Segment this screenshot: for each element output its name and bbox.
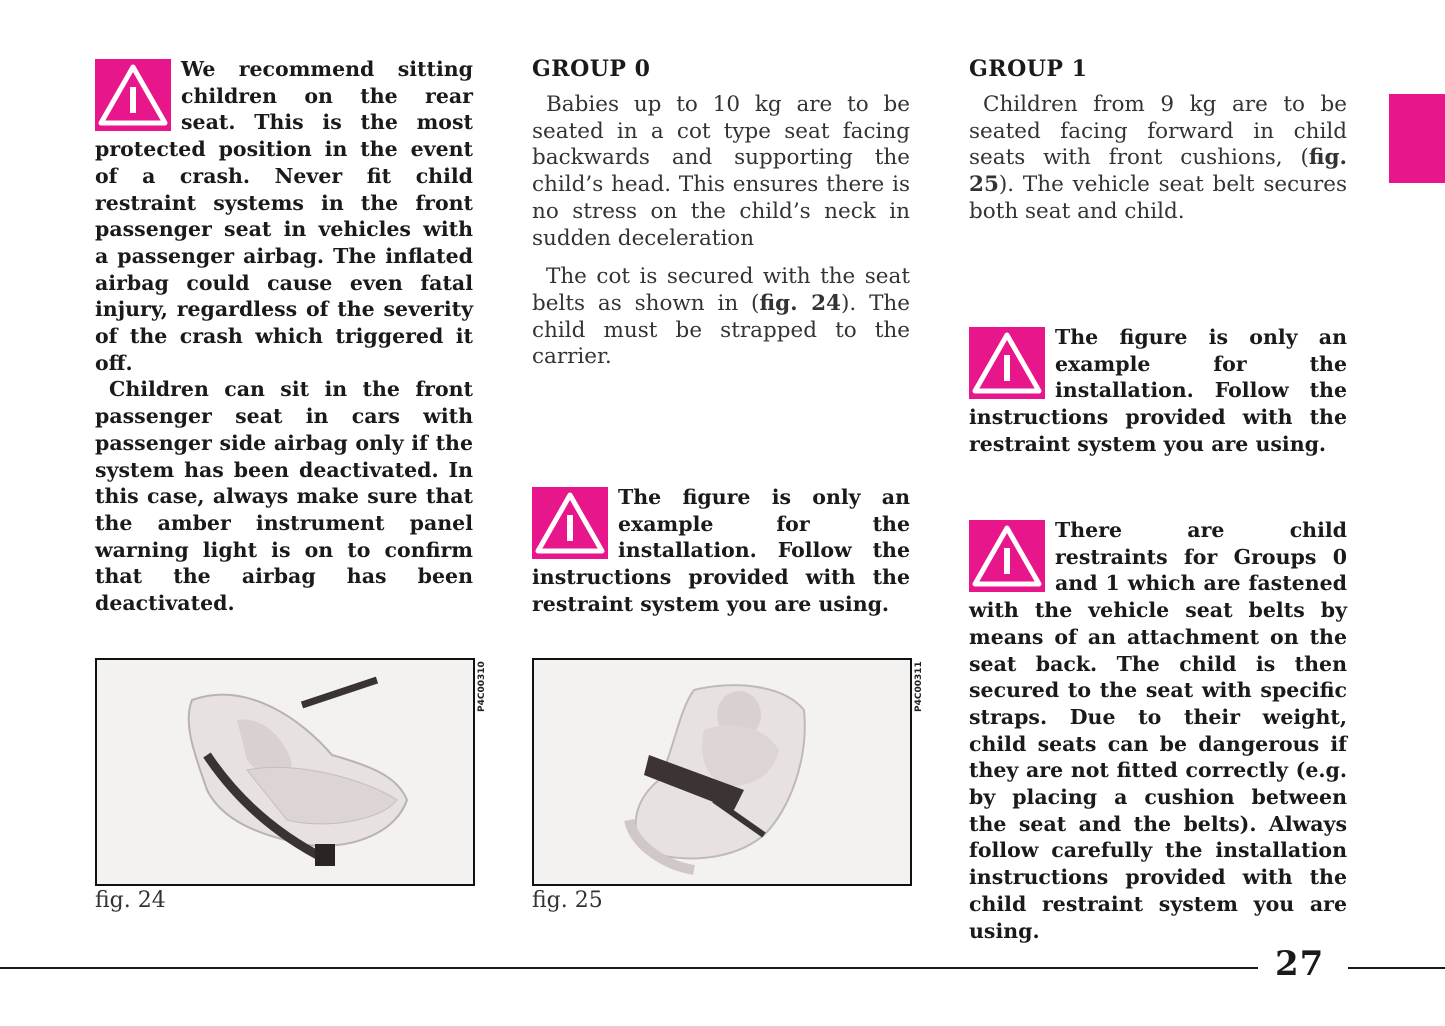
footer-rule-left	[0, 967, 1258, 969]
child-seat-illustration	[534, 660, 910, 884]
figure-24-caption: fig. 24	[95, 888, 166, 913]
warning-triangle-icon	[532, 487, 608, 559]
warning-block-rear-seat	[95, 56, 473, 376]
figure-24-cot-seat	[95, 658, 475, 886]
group-0-paragraph-1: Babies up to 10 kg are to be seated in a cot type seat facing backwards and supporting the child’s head. This ensures there is no stress on the child’s neck in sudden deceleration	[532, 92, 910, 251]
group-0-heading: GROUP 0	[532, 56, 651, 82]
fig-24-reference: fig. 24	[759, 290, 842, 316]
warning-text-rear-seat: We recommend sitting children on the rear seat. This is the most protected position in the event of a crash. Never fit child restraint systems in the front passenger seat in vehicles with a passenger airbag. The inflated airbag could cause even fatal injury, regardless of the severity of the crash which triggered it off.	[95, 57, 473, 375]
warning-block-group-1-figure	[969, 324, 1347, 458]
figure-25-caption: fig. 25	[532, 888, 603, 913]
cot-seat-illustration	[97, 660, 473, 884]
warning-triangle-icon	[969, 520, 1045, 592]
footer-rule-right	[1348, 967, 1445, 969]
column-2	[532, 56, 910, 371]
warning-triangle-icon	[95, 59, 171, 131]
figure-24-code: P4C00310	[477, 661, 487, 712]
front-seat-airbag-paragraph: Children can sit in the front passenger seat in cars with passenger side airbag only if the system has been deactivated. In this case, always make sure that the amber instrument panel warning light is on to confirm that the airbag has been deactivated.	[95, 377, 473, 616]
warning-text-group-0: The figure is only an example for the installation. Follow the instructions provided with the restraint system you are using.	[532, 485, 910, 616]
figure-25-child-seat	[532, 658, 912, 886]
column-1	[95, 56, 473, 617]
column-3	[969, 56, 1347, 226]
warning-block-group-0	[532, 484, 910, 618]
section-tab-marker	[1389, 94, 1445, 183]
figure-25-code: P4C00311	[914, 661, 924, 712]
warning-triangle-icon	[969, 327, 1045, 399]
fig-25-reference: fig. 25	[969, 145, 1347, 198]
warning-text-group-1-figure: The figure is only an example for the installation. Follow the instructions provided with the restraint system you are using.	[969, 325, 1347, 456]
group-1-paragraph-1: Children from 9 kg are to be seated facing forward in child seats with front cushions, (fig. 25). The vehicle seat belt secures both seat and child.	[969, 92, 1347, 224]
warning-text-child-restraints: There are child restraints for Groups 0 and 1 which are fastened with the vehicle seat belts by means of an attachment on the seat back. The child is then secured to the seat with specific straps. Due to their weight, child seats can be dangerous if they are not fitted correctly (e.g. by placing a cushion between the seat and the belts). Always follow carefully the installation instructions provided with the child restraint system you are using.	[969, 518, 1347, 943]
warning-block-child-restraints	[969, 517, 1347, 944]
group-1-heading: GROUP 1	[969, 56, 1088, 82]
group-0-paragraph-2: The cot is secured with the seat belts as shown in (fig. 24). The child must be strapped to the carrier.	[532, 264, 910, 370]
page-number: 27	[1275, 944, 1325, 984]
